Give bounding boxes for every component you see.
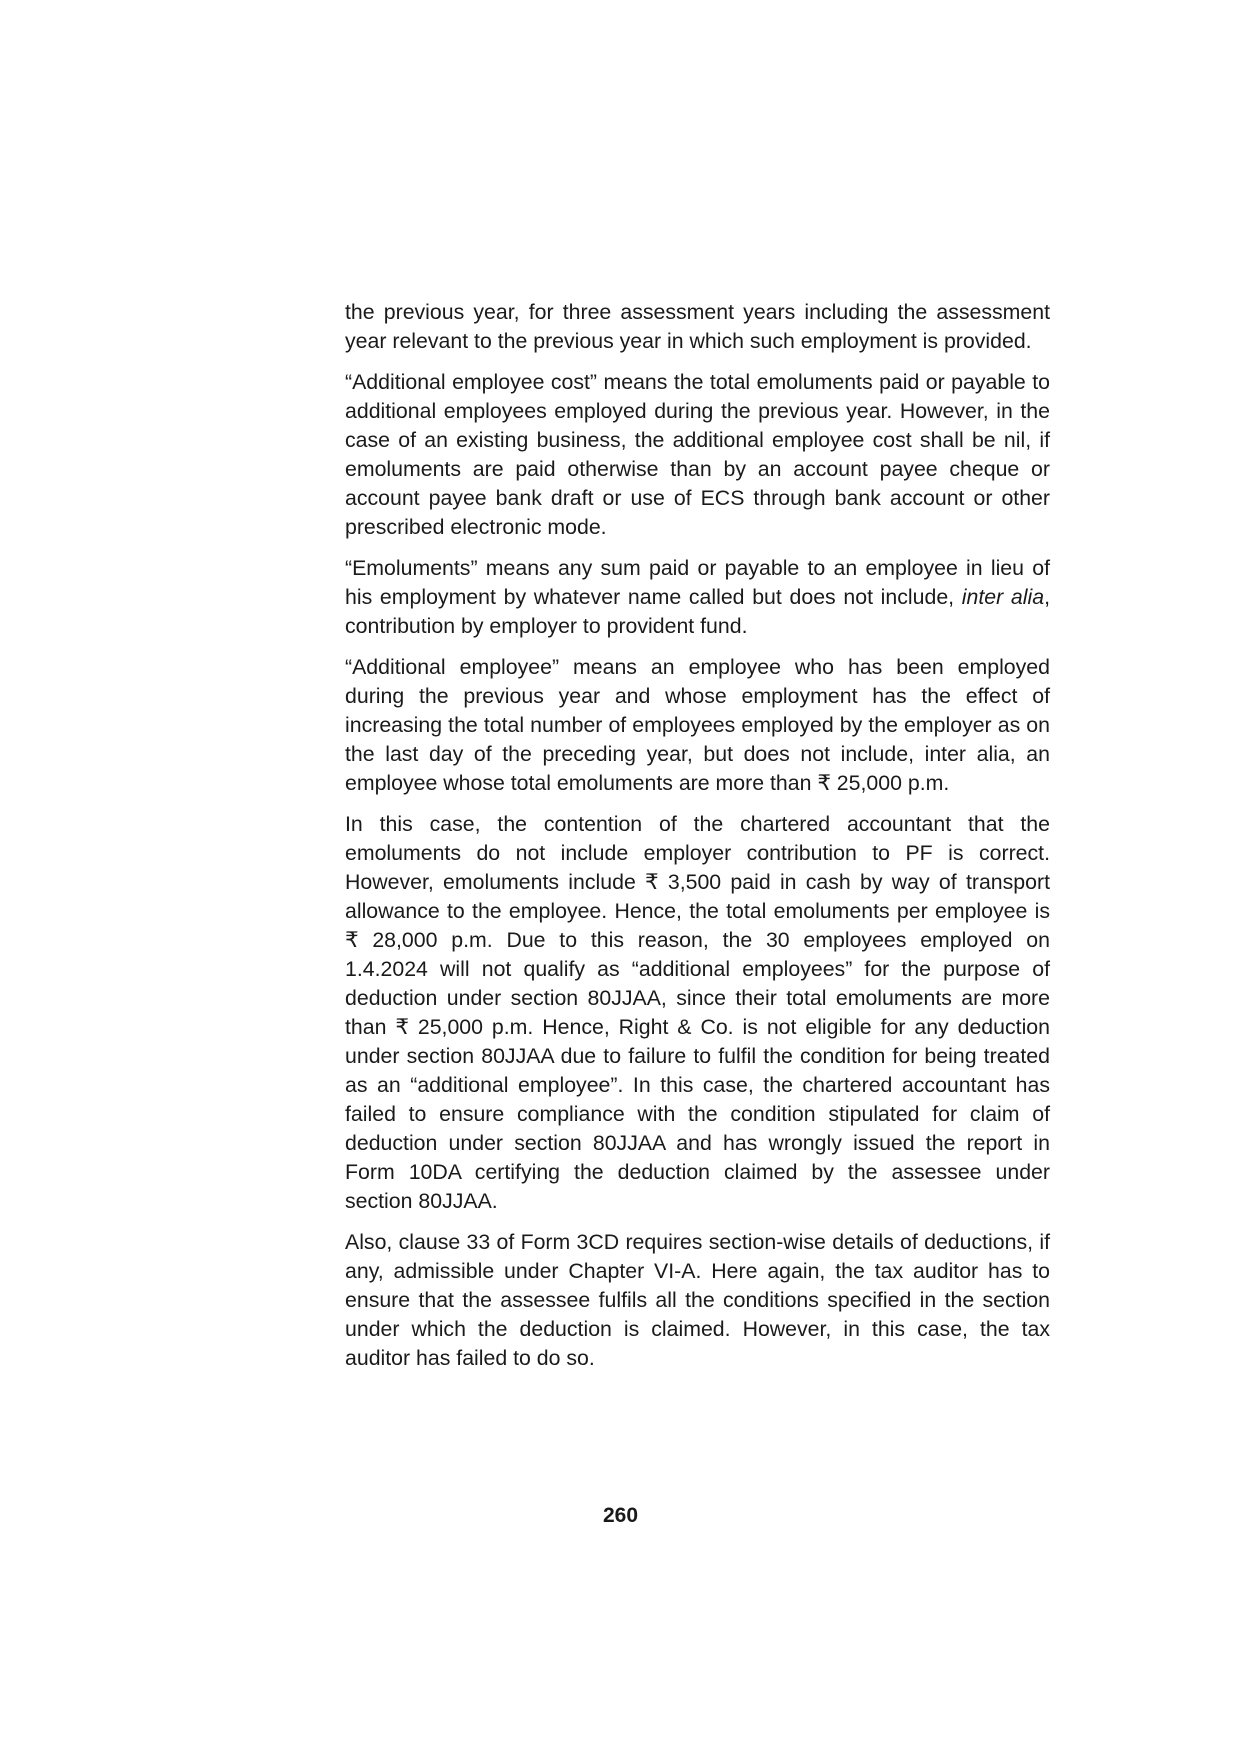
paragraph-employment-period: the previous year, for three assessment years including the assessment year relevant to the previous year in which such employment is provided. [345, 300, 1050, 353]
emoluments-text-italic: inter alia [961, 585, 1045, 609]
paragraph-emoluments-definition [345, 554, 1050, 641]
emoluments-text-end: , contribution by employer to provident fund. [345, 585, 1050, 638]
page-number: 260 [602, 1504, 639, 1527]
paragraph-additional-employee-definition: “Additional employee” means an employee who has been employed during the previous year and whose employment has the effect of increasing the total number of employees employed by the employer as on the last day of the preceding year, but does not include, inter alia, an employee whose total emoluments are more than ₹ 25,000 p.m. [345, 655, 1050, 795]
document-body [345, 298, 1050, 1385]
paragraph-additional-employee-cost: “Additional employee cost” means the total emoluments paid or payable to additional employees employed during the previous year. However, in the case of an existing business, the additional employee cost shall be nil, if emoluments are paid otherwise than by an account payee cheque or account payee bank draft or use of ECS through bank account or other prescribed electronic mode. [345, 370, 1050, 539]
emoluments-text-start: “Emoluments” means any sum paid or payable to an employee in lieu of his employment by whatever name called but does not include, [345, 556, 1050, 609]
paragraph-form-3cd-clause: Also, clause 33 of Form 3CD requires section-wise details of deductions, if any, admissible under Chapter VI-A. Here again, the tax auditor has to ensure that the assessee fulfils all the conditions specified in the section under which the deduction is claimed. However, in this case, the tax auditor has failed to do so. [345, 1230, 1050, 1370]
paragraph-case-analysis: In this case, the contention of the chartered accountant that the emoluments do not include employer contribution to PF is correct. However, emoluments include ₹ 3,500 paid in cash by way of transport allowance to the employee. Hence, the total emoluments per employee is ₹ 28,000 p.m. Due to this reason, the 30 employees employed on 1.4.2024 will not qualify as “additional employees” for the purpose of deduction under section 80JJAA, since their total emoluments are more than ₹ 25,000 p.m. Hence, Right & Co. is not eligible for any deduction under section 80JJAA due to failure to fulfil the condition for being treated as an “additional employee”. In this case, the chartered accountant has failed to ensure compliance with the condition stipulated for claim of deduction under section 80JJAA and has wrongly issued the report in Form 10DA certifying the deduction claimed by the assessee under section 80JJAA. [345, 812, 1050, 1213]
